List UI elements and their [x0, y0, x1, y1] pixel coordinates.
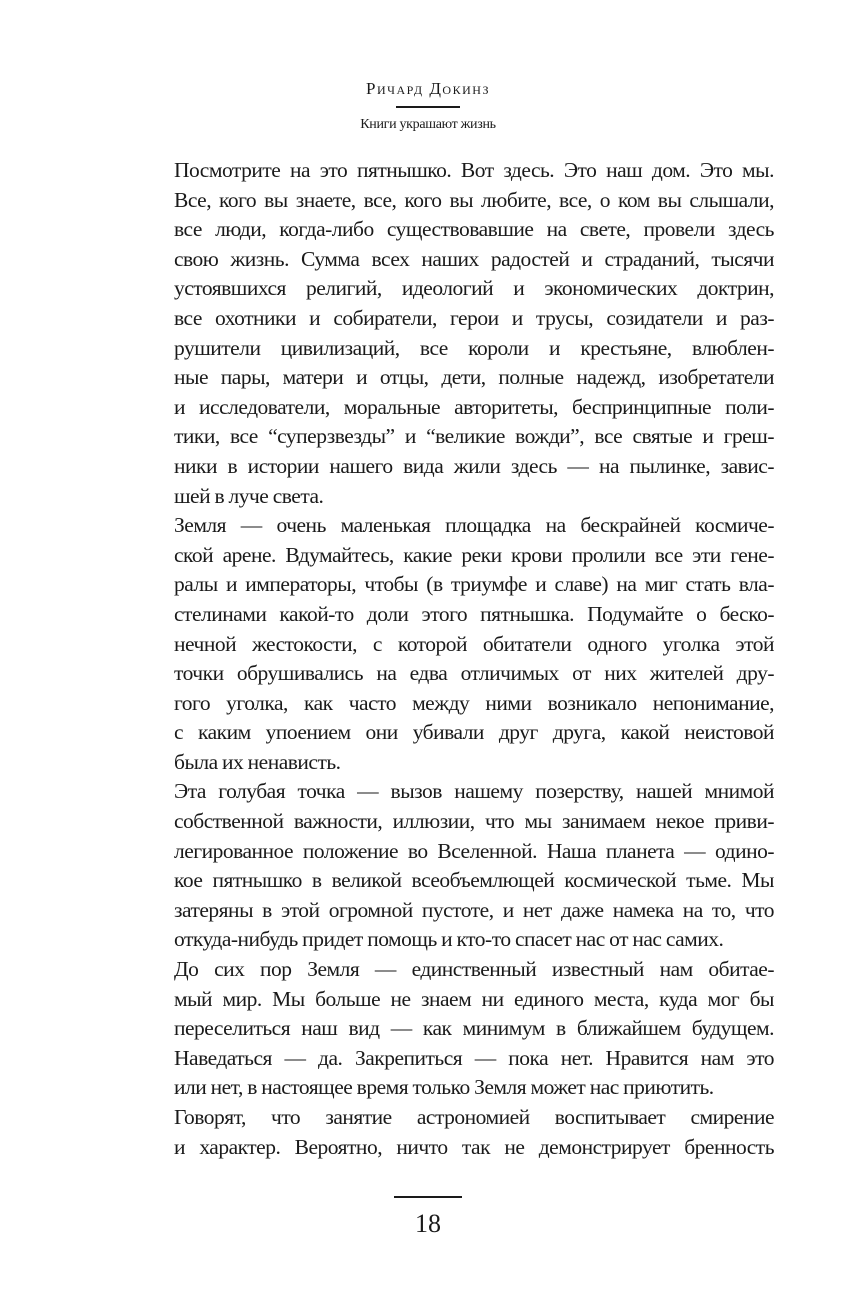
body-text: [174, 156, 774, 1162]
text-line: Эта голубая точка — вызов нашему позерству, нашей мнимой: [174, 779, 774, 804]
text-line: Все, кого вы знаете, все, кого вы любите, все, о ком вы слышали,: [174, 187, 774, 212]
text-line: тики, все “суперзвезды” и “великие вожди”, все святые и греш-: [174, 424, 774, 449]
text-line: Земля — очень маленькая площадка на бескрайней космиче-: [174, 513, 774, 538]
text-line: гого уголка, как часто между ними возникало непонимание,: [174, 690, 774, 715]
paragraph: [174, 955, 774, 1103]
text-line: Посмотрите на это пятнышко. Вот здесь. Это наш дом. Это мы.: [174, 158, 774, 182]
text-line: Говорят, что занятие астрономией воспитывает смирение: [174, 1105, 774, 1129]
text-line: точки обрушивались на едва отличимых от них жителей дру-: [174, 661, 774, 686]
text-line: собственной важности, иллюзии, что мы занимаем некое приви-: [174, 809, 774, 834]
text-line: легированное положение во Вселенной. Наша планета — одино-: [174, 838, 774, 863]
text-line: нечной жестокости, с которой обитатели одного уголка этой: [174, 631, 774, 656]
paragraph: [174, 777, 774, 955]
text-line: шей в луче света.: [174, 483, 324, 508]
text-line: или нет, в настоящее время только Земля может нас приютить.: [174, 1075, 714, 1100]
paragraph: [174, 511, 774, 777]
text-line: все люди, когда-либо существовавшие на свете, провели здесь: [174, 217, 774, 242]
text-line: и характер. Вероятно, ничто так не демонстрирует бренность: [174, 1134, 774, 1159]
text-line: откуда-нибудь придет помощь и кто-то спасет нас от нас самих.: [174, 927, 724, 952]
text-line: с каким упоением они убивали друг друга, какой неистовой: [174, 720, 774, 745]
text-line: устоявшихся религий, идеологий и экономических доктрин,: [174, 276, 774, 301]
text-line: стелинами какой-то доли этого пятнышка. Подумайте о беско-: [174, 601, 774, 626]
running-header-title: Книги украшают жизнь: [360, 117, 496, 132]
text-line: До сих пор Земля — единственный известный нам обитае-: [174, 957, 774, 982]
text-line: кое пятнышко в великой всеобъемлющей космической тьме. Мы: [174, 868, 774, 893]
text-line: все охотники и собиратели, герои и трусы, созидатели и раз-: [174, 305, 774, 330]
running-header-author: Ричард Докинз: [366, 79, 490, 98]
text-line: Наведаться — да. Закрепиться — пока нет. Нравится нам это: [174, 1045, 774, 1070]
page-number: 18: [415, 1209, 441, 1239]
text-line: рушители цивилизаций, все короли и крестьяне, влюблен-: [174, 335, 774, 360]
text-line: мый мир. Мы больше не знаем ни единого места, куда мог бы: [174, 986, 774, 1011]
text-line: и исследователи, моральные авторитеты, беспринципные поли-: [174, 394, 774, 419]
text-line: затеряны в этой огромной пустоте, и нет даже намека на то, что: [174, 897, 774, 922]
header-divider: [396, 106, 460, 108]
text-line: ники в истории нашего вида жили здесь — на пылинке, завис-: [174, 453, 774, 478]
paragraph: [174, 1103, 774, 1162]
text-line: свою жизнь. Сумма всех наших радостей и страданий, тысячи: [174, 246, 774, 271]
footer-divider: [394, 1196, 462, 1198]
text-line: была их ненависть.: [174, 749, 341, 774]
paragraph: [174, 156, 774, 511]
text-line: ралы и императоры, чтобы (в триумфе и славе) на миг стать вла-: [174, 572, 774, 597]
text-line: ской арене. Вдумайтесь, какие реки крови пролили все эти гене-: [174, 542, 774, 567]
text-line: ные пары, матери и отцы, дети, полные надежд, изобретатели: [174, 365, 774, 390]
text-line: переселиться наш вид — как минимум в ближайшем будущем.: [174, 1016, 774, 1041]
